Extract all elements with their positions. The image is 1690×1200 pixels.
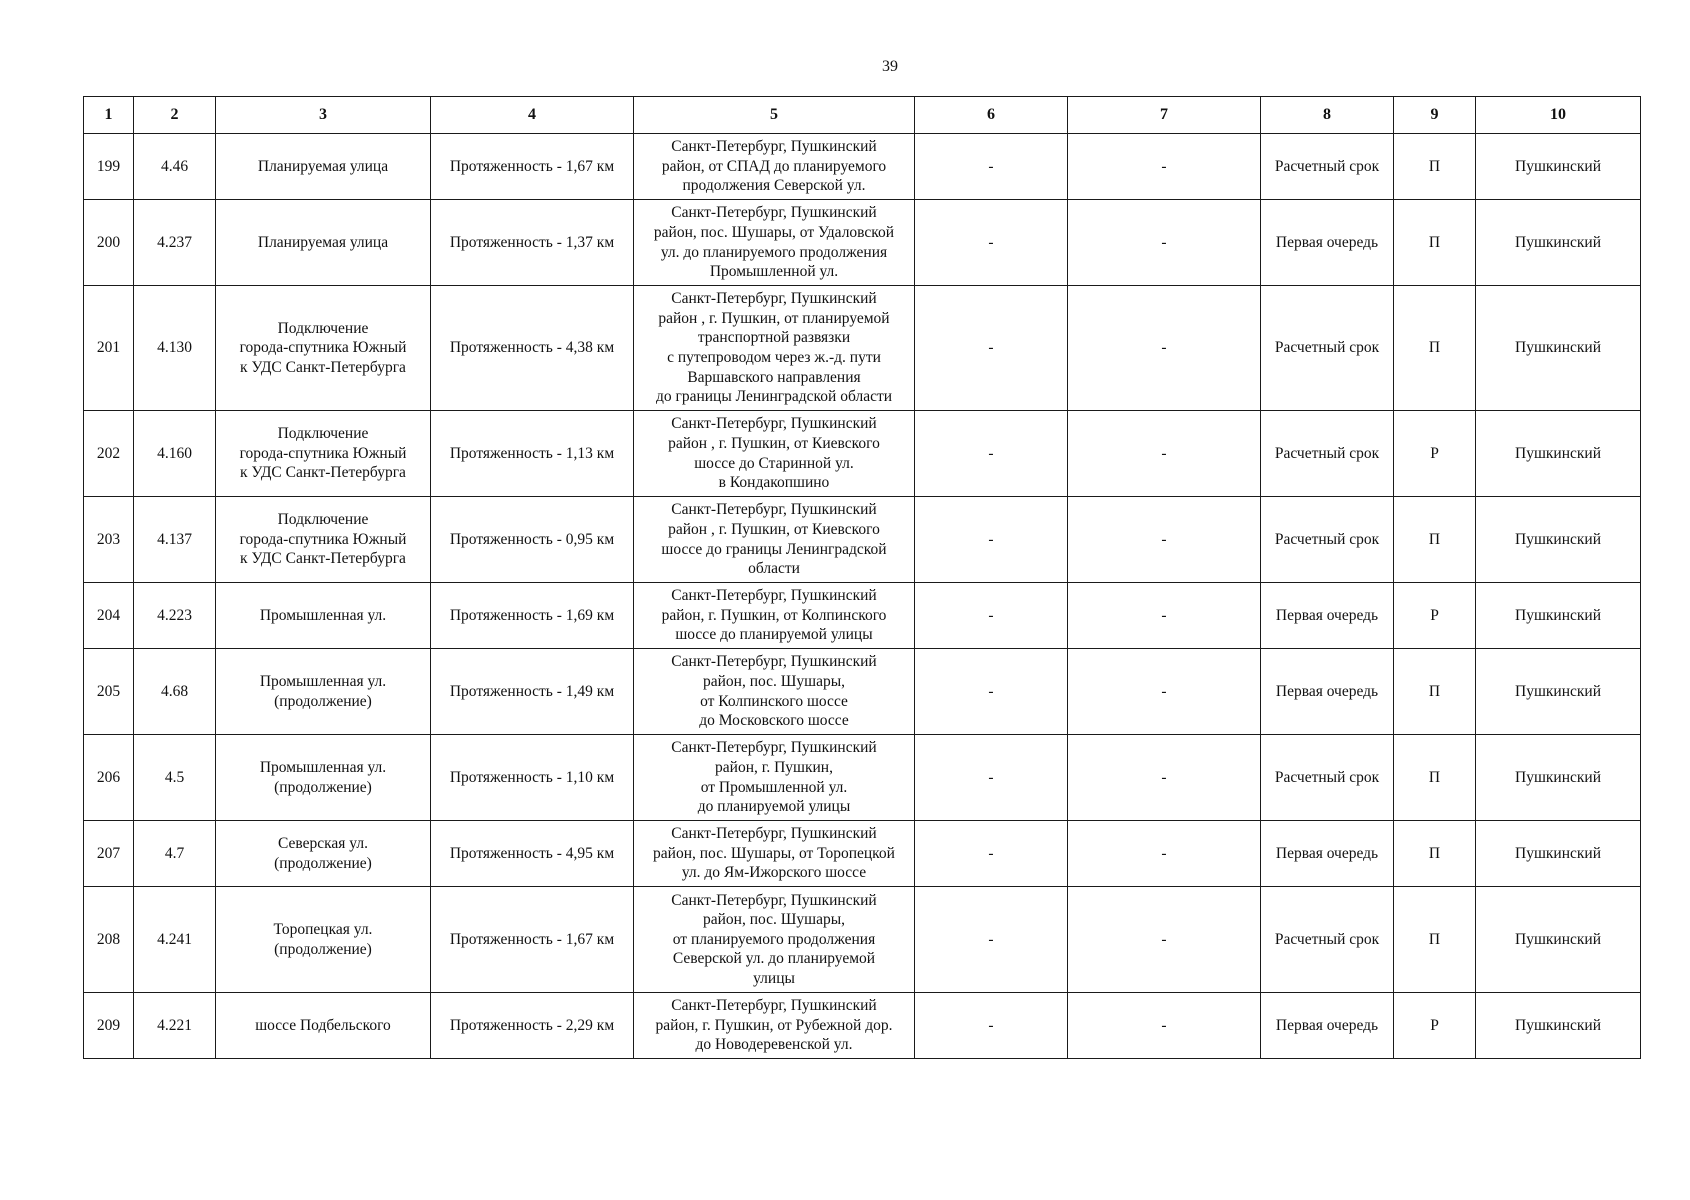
object-name: Планируемая улица [216, 134, 431, 200]
object-type: П [1394, 134, 1476, 200]
table-row [84, 286, 1641, 411]
object-address: Санкт-Петербург, Пушкинский район, пос. Шушары, от Удаловской ул. до планируемого продолжения Промышленной ул. [634, 200, 915, 286]
implementation-term: Первая очередь [1261, 821, 1394, 887]
object-type: Р [1394, 993, 1476, 1059]
object-type: П [1394, 887, 1476, 993]
table-row [84, 411, 1641, 497]
object-address: Санкт-Петербург, Пушкинский район , г. Пушкин, от планируемой транспортной развязки с путепроводом через ж.-д. пути Варшавского направления до границы Ленинградской области [634, 286, 915, 411]
row-number: 206 [84, 735, 134, 821]
object-type: П [1394, 735, 1476, 821]
object-length: Протяженность - 1,49 км [431, 649, 634, 735]
object-type: Р [1394, 583, 1476, 649]
column-6-value: - [915, 411, 1068, 497]
object-address: Санкт-Петербург, Пушкинский район, пос. Шушары, от планируемого продолжения Северской ул. до планируемой улицы [634, 887, 915, 993]
column-7-value: - [1068, 134, 1261, 200]
object-code: 4.221 [134, 993, 216, 1059]
column-7-value: - [1068, 497, 1261, 583]
district: Пушкинский [1476, 735, 1641, 821]
column-7-value: - [1068, 993, 1261, 1059]
object-length: Протяженность - 4,38 км [431, 286, 634, 411]
object-address: Санкт-Петербург, Пушкинский район, г. Пушкин, от Колпинского шоссе до планируемой улицы [634, 583, 915, 649]
table-row [84, 200, 1641, 286]
district: Пушкинский [1476, 200, 1641, 286]
district: Пушкинский [1476, 821, 1641, 887]
implementation-term: Первая очередь [1261, 200, 1394, 286]
table-row [84, 821, 1641, 887]
district: Пушкинский [1476, 993, 1641, 1059]
object-name: Промышленная ул. [216, 583, 431, 649]
table-row [84, 993, 1641, 1059]
district: Пушкинский [1476, 411, 1641, 497]
table-row [84, 887, 1641, 993]
object-code: 4.7 [134, 821, 216, 887]
column-6-value: - [915, 286, 1068, 411]
object-address: Санкт-Петербург, Пушкинский район, пос. Шушары, от Колпинского шоссе до Московского шоссе [634, 649, 915, 735]
object-name: Подключение города-спутника Южный к УДС Санкт-Петербурга [216, 286, 431, 411]
implementation-term: Первая очередь [1261, 583, 1394, 649]
object-code: 4.5 [134, 735, 216, 821]
object-length: Протяженность - 1,13 км [431, 411, 634, 497]
table-row [84, 583, 1641, 649]
object-address: Санкт-Петербург, Пушкинский район, г. Пушкин, от Промышленной ул. до планируемой улицы [634, 735, 915, 821]
column-7-value: - [1068, 735, 1261, 821]
column-header: 3 [216, 97, 431, 134]
object-name: Подключение города-спутника Южный к УДС Санкт-Петербурга [216, 497, 431, 583]
column-header: 9 [1394, 97, 1476, 134]
object-code: 4.237 [134, 200, 216, 286]
column-7-value: - [1068, 200, 1261, 286]
column-6-value: - [915, 887, 1068, 993]
object-length: Протяженность - 4,95 км [431, 821, 634, 887]
object-address: Санкт-Петербург, Пушкинский район , г. Пушкин, от Киевского шоссе до Старинной ул. в Кондакопшино [634, 411, 915, 497]
object-code: 4.137 [134, 497, 216, 583]
column-7-value: - [1068, 649, 1261, 735]
column-6-value: - [915, 134, 1068, 200]
object-name: Промышленная ул. (продолжение) [216, 735, 431, 821]
column-header: 6 [915, 97, 1068, 134]
column-7-value: - [1068, 286, 1261, 411]
object-code: 4.68 [134, 649, 216, 735]
object-address: Санкт-Петербург, Пушкинский район, г. Пушкин, от Рубежной дор. до Новодеревенской ул. [634, 993, 915, 1059]
object-length: Протяженность - 1,67 км [431, 134, 634, 200]
column-7-value: - [1068, 887, 1261, 993]
object-code: 4.241 [134, 887, 216, 993]
row-number: 200 [84, 200, 134, 286]
column-7-value: - [1068, 411, 1261, 497]
object-length: Протяженность - 2,29 км [431, 993, 634, 1059]
column-header: 10 [1476, 97, 1641, 134]
object-name: Торопецкая ул. (продолжение) [216, 887, 431, 993]
column-6-value: - [915, 649, 1068, 735]
object-type: Р [1394, 411, 1476, 497]
object-address: Санкт-Петербург, Пушкинский район , г. Пушкин, от Киевского шоссе до границы Ленинградской области [634, 497, 915, 583]
object-length: Протяженность - 0,95 км [431, 497, 634, 583]
column-6-value: - [915, 821, 1068, 887]
page-number: 39 [882, 58, 898, 75]
implementation-term: Расчетный срок [1261, 887, 1394, 993]
object-length: Протяженность - 1,69 км [431, 583, 634, 649]
table-row [84, 735, 1641, 821]
object-name: Промышленная ул. (продолжение) [216, 649, 431, 735]
implementation-term: Расчетный срок [1261, 497, 1394, 583]
column-6-value: - [915, 200, 1068, 286]
row-number: 205 [84, 649, 134, 735]
implementation-term: Расчетный срок [1261, 411, 1394, 497]
object-length: Протяженность - 1,37 км [431, 200, 634, 286]
object-code: 4.46 [134, 134, 216, 200]
column-header: 5 [634, 97, 915, 134]
object-name: Подключение города-спутника Южный к УДС Санкт-Петербурга [216, 411, 431, 497]
row-number: 204 [84, 583, 134, 649]
object-address: Санкт-Петербург, Пушкинский район, от СПАД до планируемого продолжения Северской ул. [634, 134, 915, 200]
district: Пушкинский [1476, 887, 1641, 993]
district: Пушкинский [1476, 649, 1641, 735]
roads-table [83, 96, 1641, 1059]
row-number: 202 [84, 411, 134, 497]
row-number: 209 [84, 993, 134, 1059]
object-address: Санкт-Петербург, Пушкинский район, пос. Шушары, от Торопецкой ул. до Ям-Ижорского шоссе [634, 821, 915, 887]
column-6-value: - [915, 497, 1068, 583]
column-6-value: - [915, 583, 1068, 649]
object-name: шоссе Подбельского [216, 993, 431, 1059]
object-type: П [1394, 200, 1476, 286]
column-header: 1 [84, 97, 134, 134]
object-type: П [1394, 821, 1476, 887]
object-code: 4.130 [134, 286, 216, 411]
column-7-value: - [1068, 583, 1261, 649]
column-7-value: - [1068, 821, 1261, 887]
table-row [84, 649, 1641, 735]
object-name: Северская ул. (продолжение) [216, 821, 431, 887]
object-length: Протяженность - 1,10 км [431, 735, 634, 821]
implementation-term: Расчетный срок [1261, 735, 1394, 821]
object-type: П [1394, 649, 1476, 735]
column-header: 8 [1261, 97, 1394, 134]
object-length: Протяженность - 1,67 км [431, 887, 634, 993]
object-type: П [1394, 286, 1476, 411]
header-row [84, 97, 1641, 134]
table-row [84, 497, 1641, 583]
implementation-term: Первая очередь [1261, 993, 1394, 1059]
row-number: 201 [84, 286, 134, 411]
implementation-term: Расчетный срок [1261, 134, 1394, 200]
district: Пушкинский [1476, 134, 1641, 200]
implementation-term: Первая очередь [1261, 649, 1394, 735]
district: Пушкинский [1476, 286, 1641, 411]
column-header: 4 [431, 97, 634, 134]
row-number: 207 [84, 821, 134, 887]
object-code: 4.223 [134, 583, 216, 649]
row-number: 208 [84, 887, 134, 993]
column-header: 2 [134, 97, 216, 134]
district: Пушкинский [1476, 583, 1641, 649]
object-name: Планируемая улица [216, 200, 431, 286]
column-header: 7 [1068, 97, 1261, 134]
implementation-term: Расчетный срок [1261, 286, 1394, 411]
object-type: П [1394, 497, 1476, 583]
table-row [84, 134, 1641, 200]
column-6-value: - [915, 993, 1068, 1059]
row-number: 199 [84, 134, 134, 200]
column-6-value: - [915, 735, 1068, 821]
object-code: 4.160 [134, 411, 216, 497]
district: Пушкинский [1476, 497, 1641, 583]
row-number: 203 [84, 497, 134, 583]
